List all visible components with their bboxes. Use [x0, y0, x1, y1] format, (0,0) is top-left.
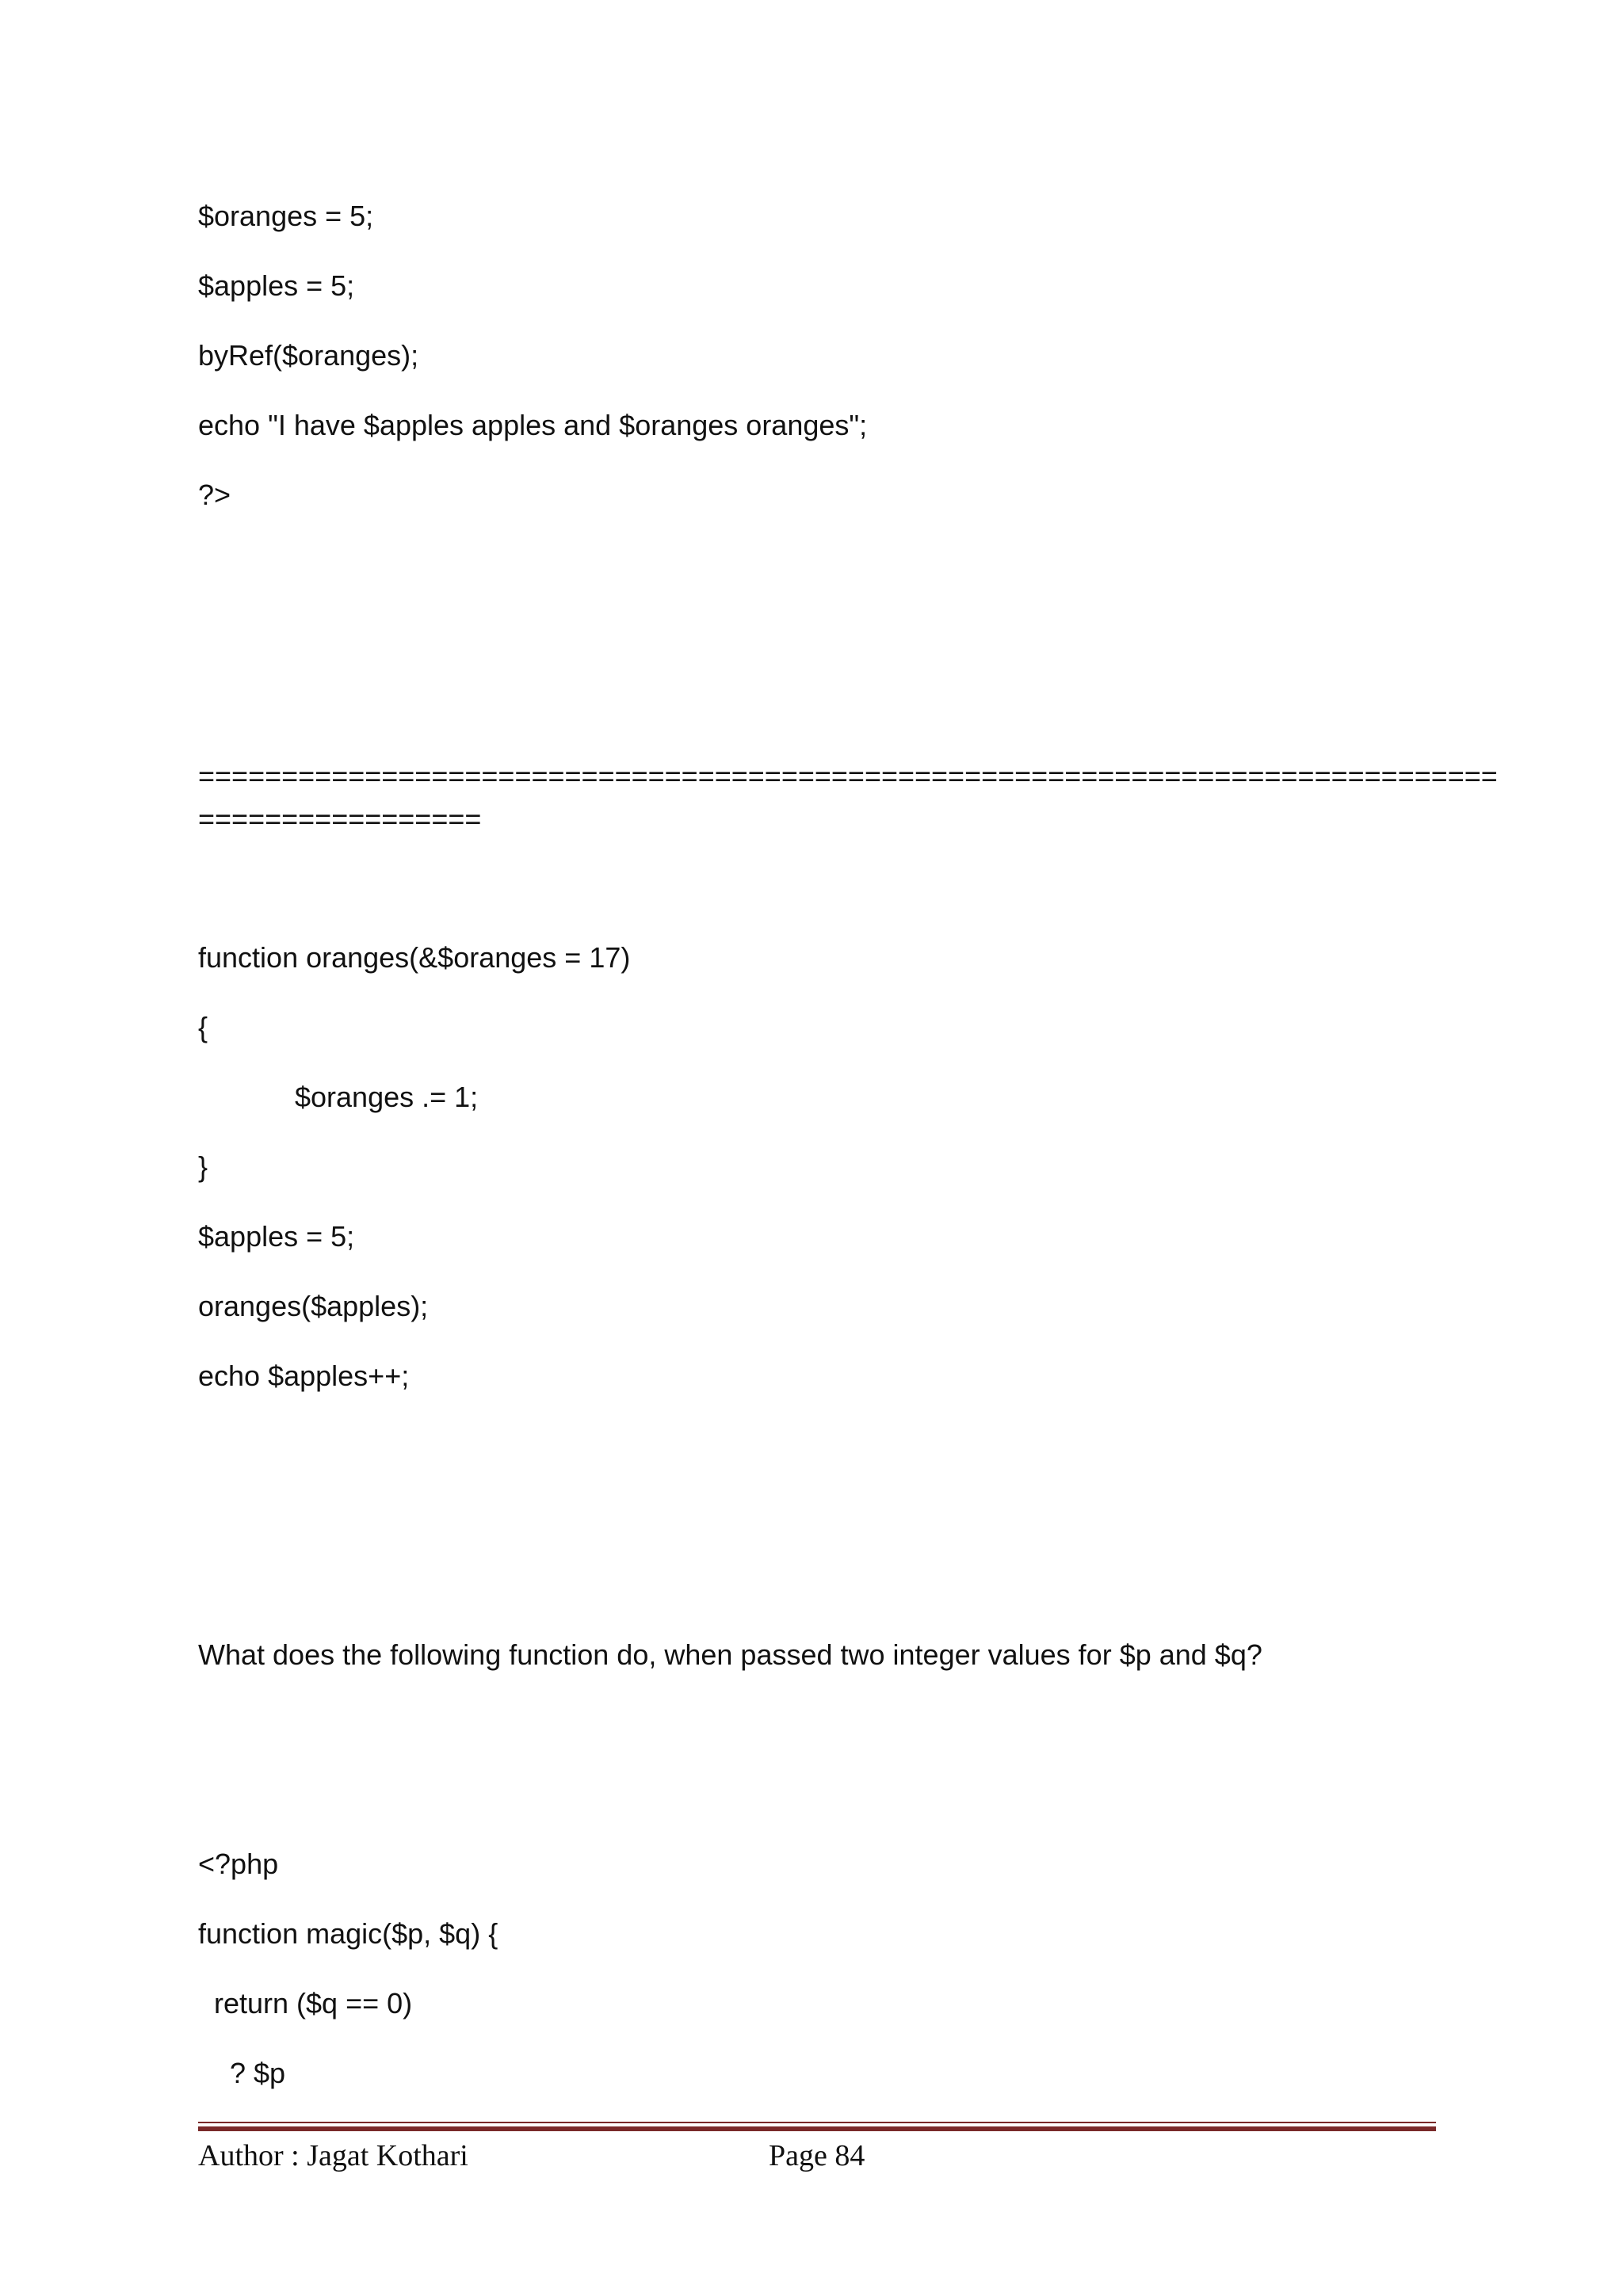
code-line: ? $p	[198, 2057, 286, 2089]
code-line: $apples = 5;	[198, 1220, 355, 1253]
code-line: ?>	[198, 479, 231, 511]
code-line: function magic($p, $q) {	[198, 1917, 498, 1950]
code-line: echo "I have $apples apples and $oranges oranges";	[198, 409, 868, 441]
footer-rule	[198, 2126, 1436, 2131]
code-line: echo $apples++;	[198, 1360, 410, 1392]
code-line: <?php	[198, 1848, 279, 1880]
code-line: $oranges = 5;	[198, 200, 374, 232]
separator-line: ==============================================================================	[198, 760, 1498, 792]
code-line: oranges($apples);	[198, 1290, 429, 1322]
code-line: return ($q == 0)	[198, 1987, 413, 2019]
code-line: }	[198, 1150, 208, 1183]
separator-line: =================	[198, 803, 482, 835]
code-line: $oranges .= 1;	[295, 1081, 479, 1113]
code-line: $apples = 5;	[198, 269, 355, 302]
code-line: {	[198, 1011, 208, 1043]
footer-page-number: Page 84	[769, 2139, 865, 2172]
code-line: byRef($oranges);	[198, 339, 419, 372]
question-text: What does the following function do, when passed two integer values for $p and $q?	[198, 1638, 1262, 1671]
footer-rule	[198, 2122, 1436, 2123]
code-line: function oranges(&$oranges = 17)	[198, 941, 631, 974]
footer-author: Author : Jagat Kothari	[198, 2139, 468, 2172]
